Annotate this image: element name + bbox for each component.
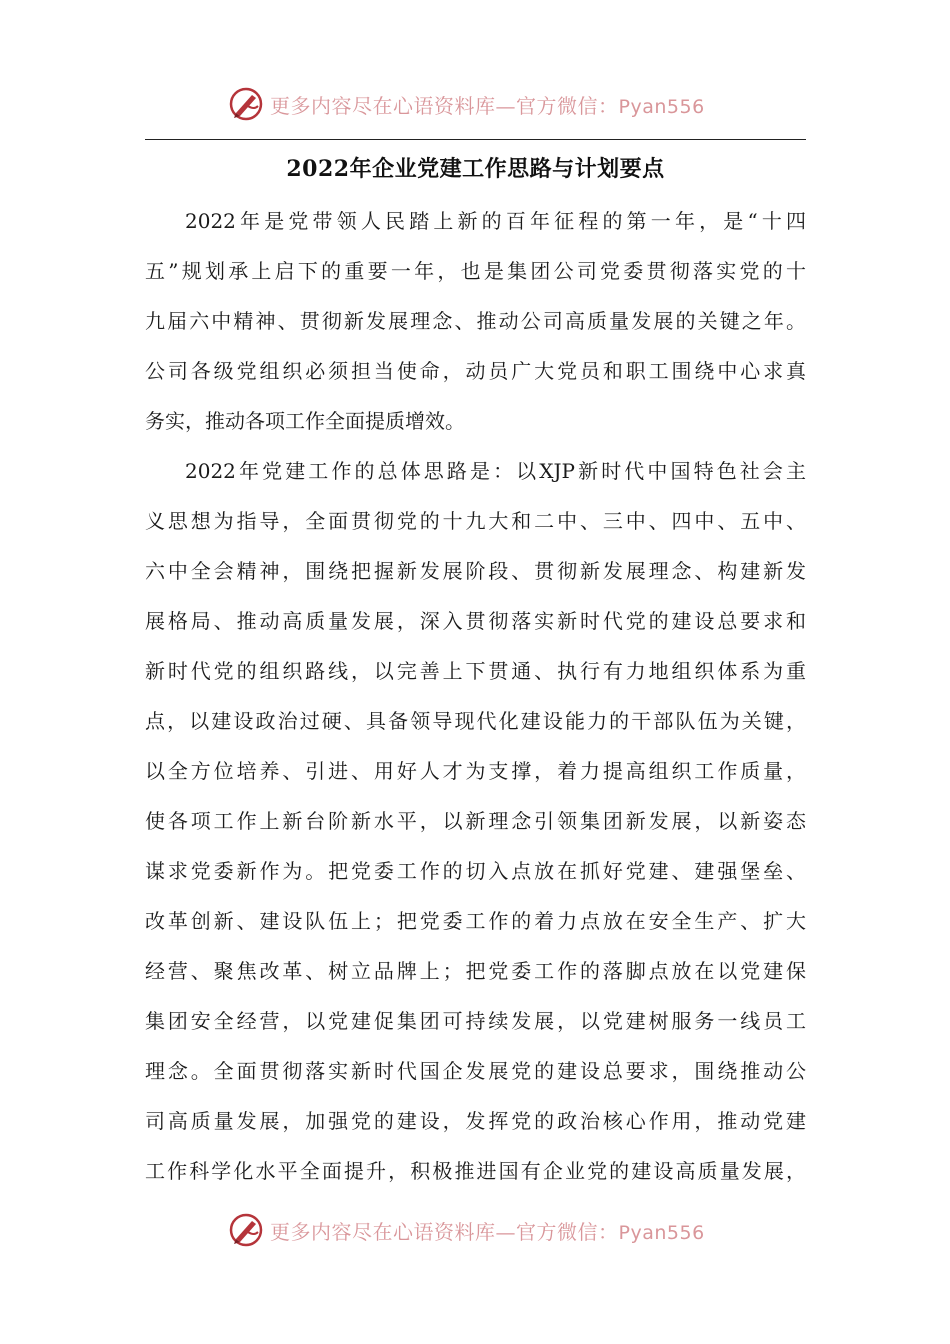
paragraph-line: 点，以建设政治过硬、具备领导现代化建设能力的干部队伍为关键，	[145, 709, 806, 733]
banner-text	[270, 90, 705, 119]
paragraph-line: 务实，推动各项工作全面提质增效。	[145, 409, 465, 433]
paragraph-line: 以全方位培养、引进、用好人才为支撑，着力提高组织工作质量，	[145, 759, 806, 783]
paragraph-line: 展格局、推动高质量发展，深入贯彻落实新时代党的建设总要求和	[145, 609, 806, 633]
paragraph-line: 集团安全经营，以党建促集团可持续发展，以党建树服务一线员工	[145, 1009, 806, 1033]
paragraph-line: 理念。全面贯彻落实新时代国企发展党的建设总要求，围绕推动公	[145, 1059, 806, 1083]
paragraph-line: 工作科学化水平全面提升，积极推进国有企业党的建设高质量发展，	[145, 1159, 806, 1183]
paragraph-line: 2022年是党带领人民踏上新的百年征程的第一年，是“十四	[185, 209, 806, 233]
paragraph-line: 义思想为指导，全面贯彻党的十九大和二中、三中、四中、五中、	[145, 509, 806, 533]
paragraph-line: 改革创新、建设队伍上；把党委工作的着力点放在安全生产、扩大	[145, 909, 806, 933]
banner-label: 更多内容尽在心语资料库—官方微信：	[270, 1219, 619, 1244]
banner-wechat-id: Pyan556	[618, 1221, 705, 1244]
pen-logo-icon	[228, 1212, 264, 1248]
header-banner	[0, 82, 950, 126]
document-body	[145, 196, 806, 1196]
banner-label: 更多内容尽在心语资料库—官方微信：	[270, 93, 619, 118]
header-divider	[145, 139, 806, 140]
paragraph-line: 六中全会精神，围绕把握新发展阶段、贯彻新发展理念、构建新发	[145, 559, 806, 583]
paragraph-line: 公司各级党组织必须担当使命，动员广大党员和职工围绕中心求真	[145, 359, 806, 383]
paragraph-line: 经营、聚焦改革、树立品牌上；把党委工作的落脚点放在以党建保	[145, 959, 806, 983]
banner-text	[270, 1216, 705, 1245]
paragraph-line: 司高质量发展，加强党的建设，发挥党的政治核心作用，推动党建	[145, 1109, 806, 1133]
document-title: 2022年企业党建工作思路与计划要点	[286, 156, 665, 182]
paragraph-line: 五”规划承上启下的重要一年，也是集团公司党委贯彻落实党的十	[145, 259, 806, 283]
paragraph-line: 使各项工作上新台阶新水平，以新理念引领集团新发展，以新姿态	[145, 809, 806, 833]
paragraph-line: 九届六中精神、贯彻新发展理念、推动公司高质量发展的关键之年。	[145, 309, 806, 333]
paragraph-line: 新时代党的组织路线，以完善上下贯通、执行有力地组织体系为重	[145, 659, 806, 683]
paragraph-line: 2022年党建工作的总体思路是：以XJP新时代中国特色社会主	[185, 459, 806, 483]
footer-banner	[0, 1208, 950, 1252]
paragraph-line: 谋求党委新作为。把党委工作的切入点放在抓好党建、建强堡垒、	[145, 859, 806, 883]
pen-logo-icon	[228, 86, 264, 122]
banner-wechat-id: Pyan556	[618, 95, 705, 118]
